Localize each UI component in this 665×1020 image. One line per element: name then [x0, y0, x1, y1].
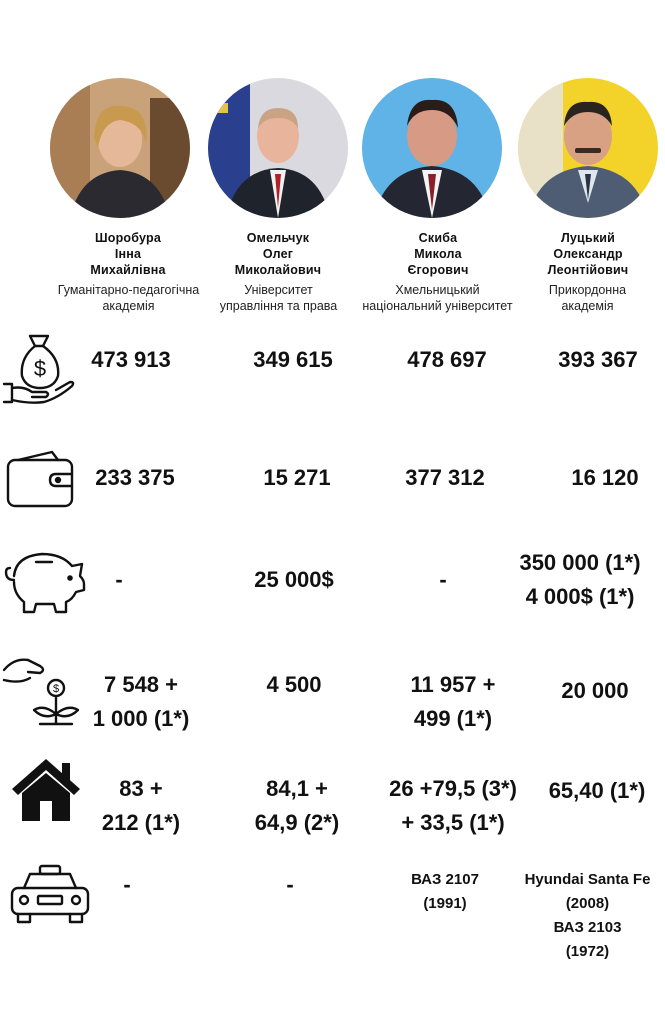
income-value-4: 393 367	[558, 347, 638, 372]
person-institution-2: Університет управління та права	[219, 283, 338, 313]
portrait-man-uniform	[518, 78, 658, 218]
avatar-3	[362, 78, 502, 218]
land-value-4: 20 000	[561, 678, 629, 703]
person-institution-4: Прикордонна академія	[548, 283, 627, 313]
savings-value-3: -	[439, 567, 447, 592]
cars-value-1: -	[123, 872, 131, 897]
wallet-value-2: 15 271	[263, 465, 331, 490]
cars-value-3: ВАЗ 2107 (1991)	[411, 871, 479, 912]
portrait-man	[362, 78, 502, 218]
person-name-1: Шоробура Інна Михайлівна	[90, 231, 166, 277]
wallet-value-4: 16 120	[571, 465, 639, 490]
wallet-value-1: 233 375	[95, 465, 175, 490]
person-institution-1: Гуманітарно-педагогічна академія	[57, 283, 200, 313]
land-value-1: 7 548 + 1 000 (1*)	[92, 672, 190, 731]
savings-value-1: -	[115, 567, 123, 592]
portrait-man	[208, 78, 348, 218]
savings-value-4: 350 000 (1*) 4 000$ (1*)	[519, 550, 641, 609]
avatar-1	[50, 78, 190, 218]
land-value-3: 11 957 + 499 (1*)	[410, 672, 496, 731]
realty-value-3: 26 +79,5 (3*) + 33,5 (1*)	[389, 776, 517, 835]
realty-value-4: 65,40 (1*)	[548, 778, 646, 803]
portrait-woman	[50, 78, 190, 218]
wallet-value-3: 377 312	[405, 465, 485, 490]
cars-value-4: Hyundai Santa Fe (2008) ВАЗ 2103 (1972)	[524, 871, 651, 960]
person-institution-3: Хмельницький національний університет	[362, 283, 513, 313]
realty-value-1: 83 + 212 (1*)	[101, 776, 181, 835]
svg-text:$: $	[52, 683, 60, 695]
cars-value-2: -	[286, 872, 294, 897]
person-name-2: Омельчук Олег Миколайович	[234, 231, 322, 277]
land-value-2: 4 500	[266, 672, 322, 697]
person-name-4: Луцький Олександр Леонтійович	[547, 231, 629, 277]
avatar-4	[518, 78, 658, 218]
avatar-2	[208, 78, 348, 218]
realty-value-2: 84,1 + 64,9 (2*)	[254, 776, 340, 835]
savings-value-2: 25 000$	[254, 567, 334, 592]
income-value-3: 478 697	[407, 347, 487, 372]
income-value-2: 349 615	[253, 347, 333, 372]
income-value-1: 473 913	[91, 347, 171, 372]
person-name-3: Скиба Микола Єгорович	[407, 231, 469, 277]
svg-text:$: $	[33, 356, 47, 381]
